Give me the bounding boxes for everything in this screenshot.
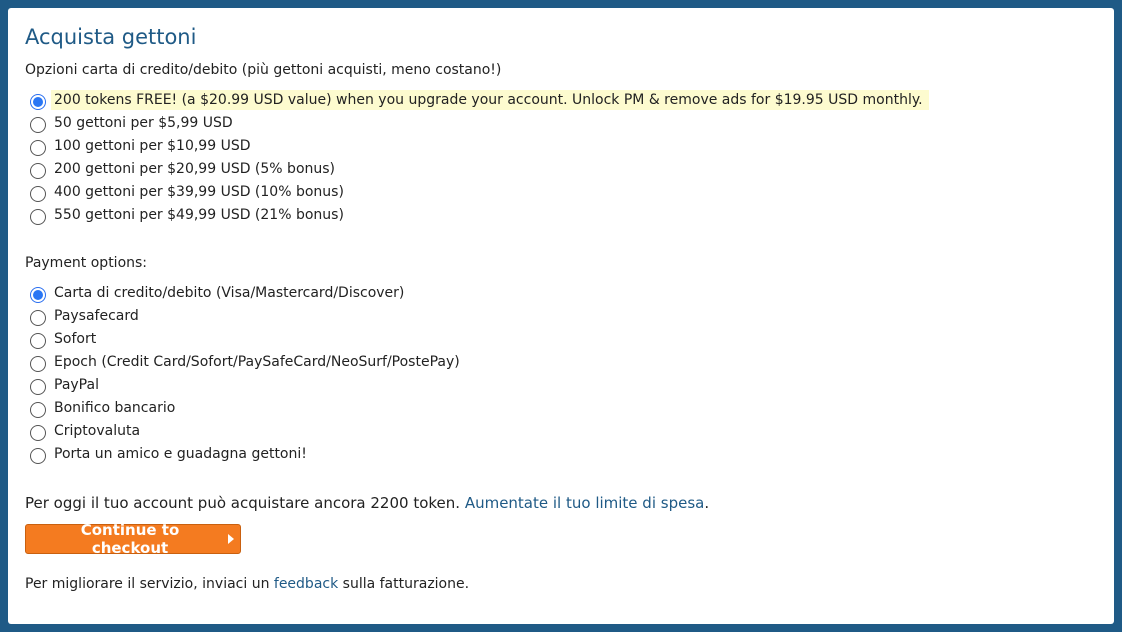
caret-right-icon (228, 534, 234, 544)
payment-option-label: Porta un amico e guadagna gettoni! (54, 445, 307, 462)
payment-option-card[interactable] (30, 281, 404, 304)
token-option-label: 200 tokens FREE! (a $20.99 USD value) when you upgrade your account. Unlock PM & remove ads for $19.95 USD monthly. (51, 90, 929, 110)
continue-to-checkout-button[interactable] (25, 521, 241, 557)
token-option-200[interactable] (30, 157, 335, 180)
payment-option-epoch[interactable] (30, 350, 460, 373)
spending-limit-message: Per oggi il tuo account può acquistare ancora 2200 token. (25, 494, 465, 512)
radio-button[interactable] (30, 186, 46, 202)
token-option-label: 550 gettoni per $49,99 USD (21% bonus) (54, 206, 344, 223)
token-option-550[interactable] (30, 203, 344, 226)
radio-button[interactable] (30, 333, 46, 349)
token-option-label: 50 gettoni per $5,99 USD (54, 114, 233, 131)
radio-button-selected[interactable] (30, 287, 46, 303)
token-option-label: 200 gettoni per $20,99 USD (5% bonus) (54, 160, 336, 177)
feedback-suffix: sulla fatturazione. (338, 576, 470, 592)
payment-option-sofort[interactable] (30, 327, 96, 350)
page-title: Acquista gettoni (25, 25, 197, 49)
payment-option-label: Paysafecard (54, 307, 139, 324)
payment-option-label: Sofort (54, 330, 97, 347)
card-options-heading: Opzioni carta di credito/debito (più gettoni acquisti, meno costano!) (25, 62, 502, 78)
radio-button[interactable] (30, 356, 46, 372)
payment-option-label: Carta di credito/debito (Visa/Mastercard/Discover) (54, 284, 405, 301)
payment-option-bank-transfer[interactable] (30, 396, 175, 419)
payment-option-referral[interactable] (30, 442, 307, 465)
payment-option-label: PayPal (54, 376, 99, 393)
payment-option-paypal[interactable] (30, 373, 99, 396)
radio-button[interactable] (30, 425, 46, 441)
increase-limit-link[interactable]: Aumentate il tuo limite di spesa (464, 494, 705, 512)
radio-button[interactable] (30, 448, 46, 464)
token-option-upgrade[interactable] (30, 88, 929, 111)
feedback-prefix: Per migliorare il servizio, inviaci un (25, 576, 274, 592)
token-option-label: 400 gettoni per $39,99 USD (10% bonus) (54, 183, 344, 200)
payment-option-paysafecard[interactable] (30, 304, 139, 327)
radio-button[interactable] (30, 310, 46, 326)
checkout-button-label: Continue to checkout (80, 521, 180, 557)
token-option-50[interactable] (30, 111, 233, 134)
token-option-100[interactable] (30, 134, 251, 157)
payment-option-label: Epoch (Credit Card/Sofort/PaySafeCard/NeoSurf/PostePay) (54, 353, 460, 370)
payment-option-label: Bonifico bancario (54, 399, 176, 416)
token-option-400[interactable] (30, 180, 344, 203)
feedback-link[interactable]: feedback (273, 576, 339, 592)
token-option-label: 100 gettoni per $10,99 USD (54, 137, 251, 154)
radio-button[interactable] (30, 140, 46, 156)
radio-button[interactable] (30, 117, 46, 133)
radio-button[interactable] (30, 402, 46, 418)
radio-button[interactable] (30, 163, 46, 179)
radio-button-selected[interactable] (30, 94, 46, 110)
feedback-text (25, 576, 469, 592)
purchase-panel (8, 8, 1114, 624)
radio-button[interactable] (30, 209, 46, 225)
spending-limit-suffix: . (704, 494, 710, 512)
payment-options-heading: Payment options: (25, 255, 148, 271)
radio-button[interactable] (30, 379, 46, 395)
spending-limit-text (25, 494, 709, 512)
payment-option-crypto[interactable] (30, 419, 140, 442)
payment-option-label: Criptovaluta (54, 422, 141, 439)
